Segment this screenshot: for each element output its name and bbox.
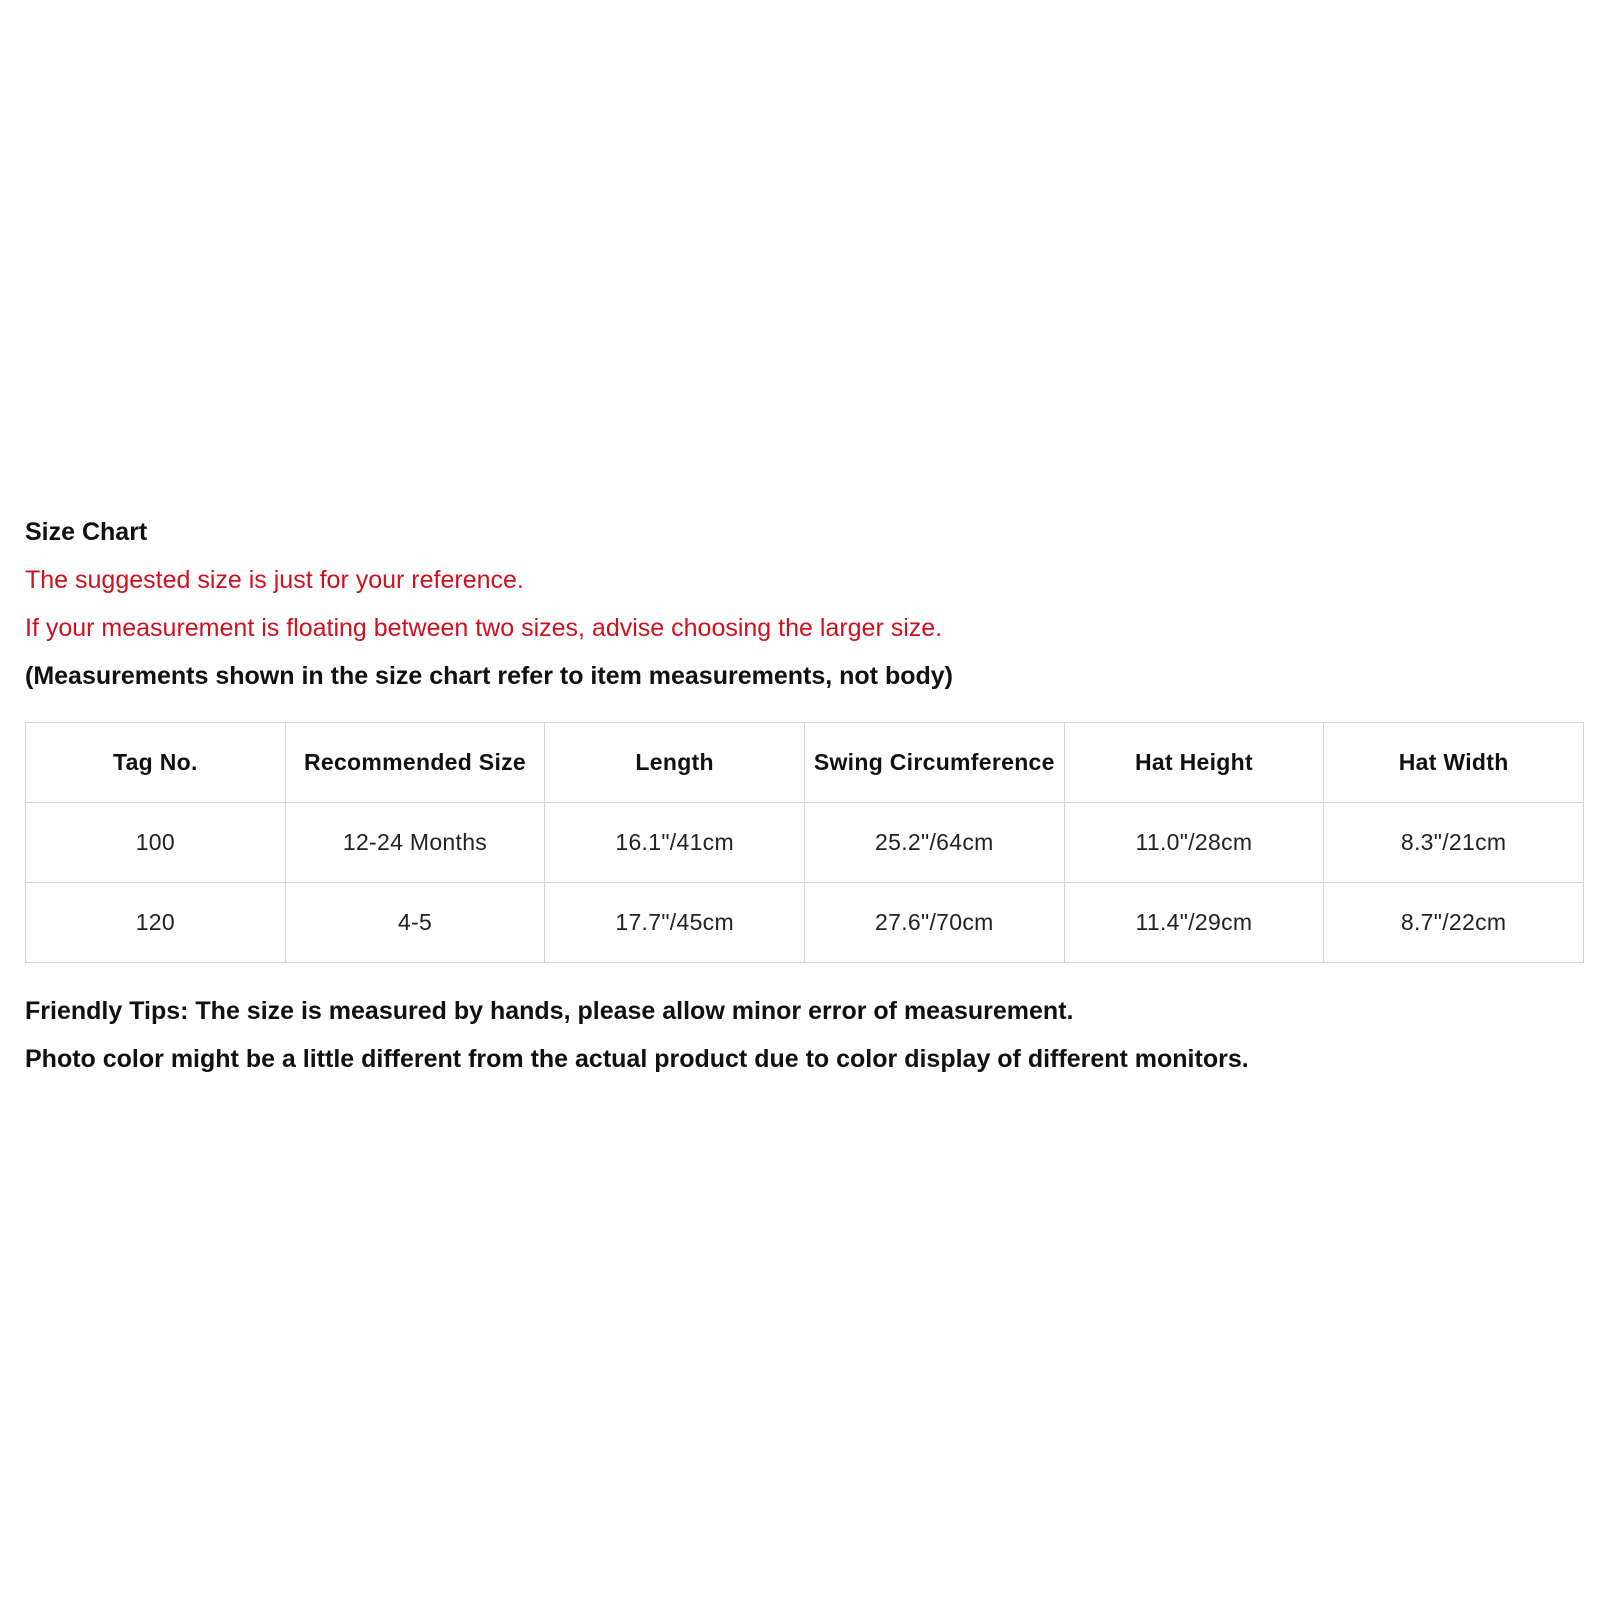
tip-photo-color: Photo color might be a little different from the actual product due to color display of different monitors. (25, 1045, 1249, 1073)
cell-swing-circumference: 25.2"/64cm (804, 803, 1064, 883)
size-table (25, 722, 1584, 963)
cell-hat-height: 11.0"/28cm (1064, 803, 1324, 883)
cell-tag-no: 120 (26, 883, 286, 963)
cell-length: 16.1"/41cm (545, 803, 805, 883)
size-chart-header (25, 508, 1575, 700)
cell-recommended-size: 4-5 (285, 883, 545, 963)
sizing-advice-note: If your measurement is floating between two sizes, advise choosing the larger size. (25, 614, 943, 642)
friendly-tips (25, 987, 1585, 1083)
cell-hat-width: 8.7"/22cm (1324, 883, 1584, 963)
table-row (26, 803, 1584, 883)
page-title: Size Chart (25, 518, 148, 546)
table-header-row (26, 723, 1584, 803)
cell-swing-circumference: 27.6"/70cm (804, 883, 1064, 963)
tip-measurement-error: Friendly Tips: The size is measured by hands, please allow minor error of measurement. (25, 997, 1074, 1025)
header-hat-height: Hat Height (1064, 723, 1324, 803)
header-swing-circumference: Swing Circumference (804, 723, 1064, 803)
header-length: Length (545, 723, 805, 803)
cell-hat-width: 8.3"/21cm (1324, 803, 1584, 883)
header-tag-no: Tag No. (26, 723, 286, 803)
header-hat-width: Hat Width (1324, 723, 1584, 803)
reference-note: The suggested size is just for your reference. (25, 566, 524, 594)
measurement-note: (Measurements shown in the size chart refer to item measurements, not body) (25, 662, 953, 690)
header-recommended-size: Recommended Size (285, 723, 545, 803)
cell-length: 17.7"/45cm (545, 883, 805, 963)
table-row (26, 883, 1584, 963)
cell-hat-height: 11.4"/29cm (1064, 883, 1324, 963)
cell-tag-no: 100 (26, 803, 286, 883)
cell-recommended-size: 12-24 Months (285, 803, 545, 883)
